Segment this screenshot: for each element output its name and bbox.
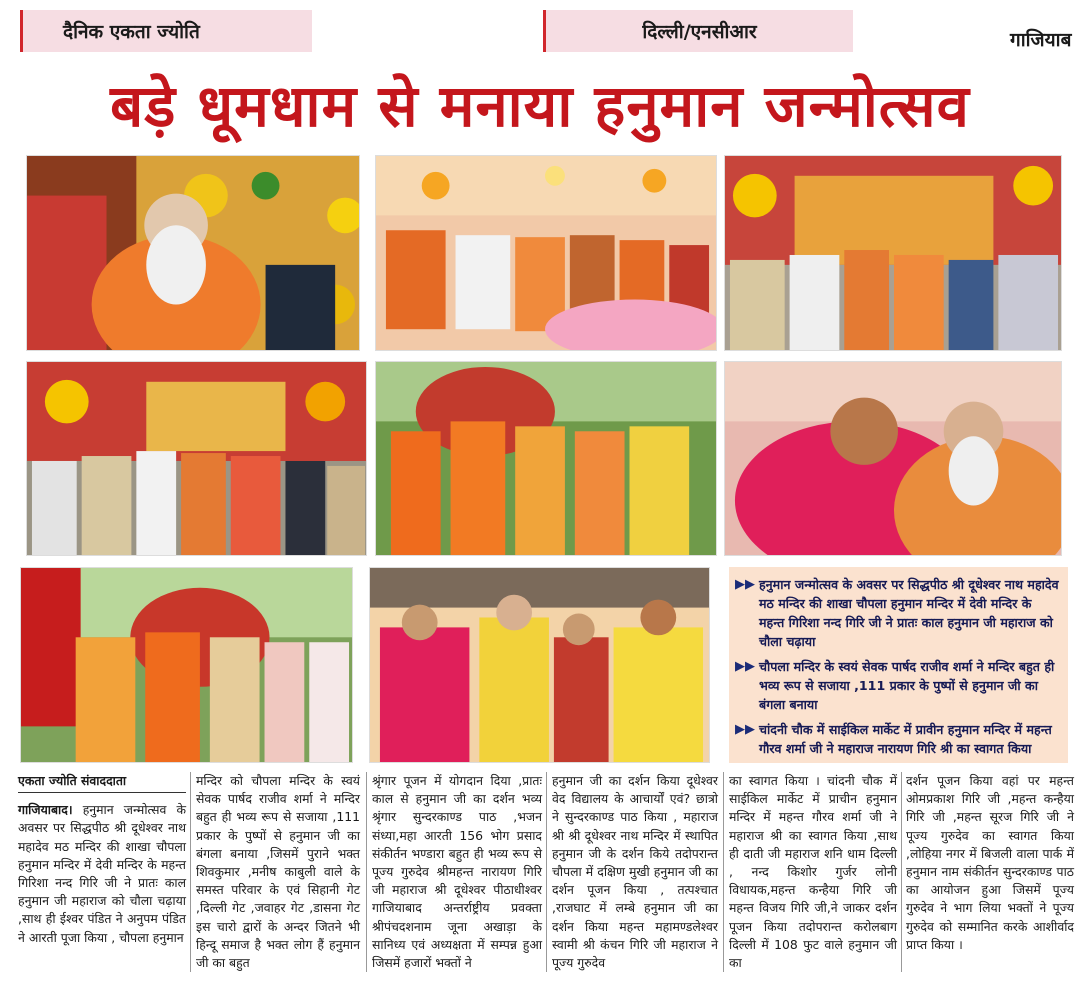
article-text-col2: मन्दिर को चौपला मन्दिर के स्वयं सेवक पार्षद राजीव शर्मा ने मन्दिर बहुत ही भव्य रूप से सजाया ,111 प्रकार के पुष्पों से हनुमान जी का बंगला बनाया ,जिसमें पुराने भक्त शिवकुमार ,मनीष काबुली वाले के समस्त परिवार के एवं सिहानी गेट ,दिल्ली गेट ,जवाहर गेट ,डासना गेट इस चारो द्वारों के अन्दर जितने भी हिन्दू समाज है भक्त लोग हैं हनुमान जी का बहुत	[196, 773, 360, 971]
highlight-text: चौपला मन्दिर के स्वयं सेवक पार्षद राजीव शर्मा ने मन्दिर बहुत ही भव्य रूप से सजाया ,111 प्रकार के पुष्पों से हनुमान जी का बंगला बनाया	[759, 659, 1055, 712]
dateline: गाजियाबाद।	[18, 802, 73, 818]
highlight-item	[735, 657, 1060, 714]
photo-devotees-welcome	[724, 155, 1062, 351]
article-column-4	[552, 772, 718, 972]
article-column-6	[906, 772, 1074, 954]
headline: बड़े धूमधाम से मनाया हनुमान जन्मोत्सव	[110, 72, 970, 140]
article-column-1	[18, 772, 186, 947]
column-divider	[190, 772, 191, 972]
column-divider	[723, 772, 724, 972]
column-divider	[901, 772, 902, 972]
highlight-text: चांदनी चौक में साईकिल मार्केट में प्रावीन हनुमान मन्दिर में महन्त गौरव शर्मा जी ने महाराज नारायण गिरि श्री का स्वागत किया	[759, 722, 1052, 756]
double-arrow-icon: ▶▶	[735, 659, 755, 674]
highlight-item	[735, 575, 1060, 651]
photo-temple-group	[26, 361, 367, 556]
highlight-item	[735, 720, 1060, 758]
article-text-col4: हनुमान जी का दर्शन किया दूधेश्वर वेद विद्यालय के आचार्यों एवं? छात्रो ने सुन्दरकाण्ड पाठ किया , महाराज श्री श्री दूधेश्वर नाथ मन्दिर में स्थापित हनुमान जी के दर्शन किये तदोपरान्त चौपला में दक्षिण मुखी हनुमान जी का दर्शन पूजन किया , तत्पश्चात ,राजघाट में लम्बे हनुमान जी का दर्शन किया महन्त महामण्डलेश्वर स्वामी श्री कंचन गिरि जी महाराज ने पूज्य गुरुदेव	[552, 773, 718, 971]
article-column-5	[729, 772, 897, 972]
article-column-2	[196, 772, 360, 972]
article-text-col6: दर्शन पूजन किया वहां पर महन्त ओमप्रकाश गिरि जी ,महन्त कन्हैया गिरि जी ,महन्त सूरज गिरि जी ने पूज्य गुरुदेव का स्वागत किया ,लोहिया नगर में बिजली वाला पार्क में हनुमान नाम संकीर्तन सुन्दरकाण्ड पाठ का आयोजन हुआ जिसमें पूज्य गुरुदेव ने भाग लिया भक्तों ने पूज्य गुरुदेव को सम्मानित करके आशीर्वाद प्राप्त किया ।	[906, 773, 1074, 952]
section-name: दिल्ली/एनसीआर	[642, 21, 757, 43]
paper-name-strip	[20, 10, 312, 52]
photo-group-near-statue	[20, 567, 353, 763]
article-text	[18, 801, 186, 947]
photo-stage-gathering	[375, 155, 717, 351]
double-arrow-icon: ▶▶	[735, 722, 755, 737]
article-text-col3: श्रृंगार पूजन में योगदान दिया ,प्रातः काल से हनुमान जी का दर्शन भव्य श्रृंगार सुन्दरकाण्ड पाठ ,भजन संध्या,महा आरती 156 भोग प्रसाद संकीर्तन भण्डारा बहुत ही भव्य रूप से पूज्य गुरुदेव श्रीमहन्त नारायण गिरि जी महाराज श्री दूधेश्वर पीठाधीश्वर गाजियाबाद अन्तर्राष्ट्रीय प्रवक्ता श्रीपंचदशनाम जूना अखाड़ा के सानिध्य एवं अध्यक्षता में सम्पन्न हुआ जिसमें हजारों भक्तों ने	[372, 773, 542, 971]
byline: एकता ज्योति संवाददाता	[18, 772, 186, 793]
double-arrow-icon: ▶▶	[735, 577, 755, 592]
article-text-col1: हनुमान जन्मोत्सव के अवसर पर सिद्धपीठ श्री दूधेश्वर नाथ महादेव मठ मन्दिर की शाखा चौपला हनुमान मन्दिर में देवी मन्दिर के महन्त गिरिशा नन्द गिरि जी ने प्रातः काल हनुमान जी महाराज को चौला चढ़ाया ,साथ ही ईश्वर पंडित ने अनुपम पंडित ने आरती पूजा किया , चौपला हनुमान	[18, 802, 186, 945]
city-strip	[1010, 18, 1071, 60]
photo-felicitation	[369, 567, 710, 763]
article-column-3	[372, 772, 542, 972]
highlight-text: हनुमान जन्मोत्सव के अवसर पर सिद्धपीठ श्री दूधेश्वर नाथ महादेव मठ मन्दिर की शाखा चौपला हनुमान मन्दिर में देवी मन्दिर के महन्त गिरिशा नन्द गिरि जी ने प्रातः काल हनुमान जी महाराज को चौला चढ़ाया	[759, 577, 1059, 649]
photo-two-saints-closeup	[724, 361, 1062, 556]
column-divider	[546, 772, 547, 972]
highlights-box	[729, 567, 1068, 763]
city-name: गाजियाब	[1010, 29, 1072, 51]
photo-saints-standing	[375, 361, 717, 556]
section-strip	[543, 10, 853, 52]
paper-name: दैनिक एकता ज्योति	[63, 21, 200, 43]
column-divider	[366, 772, 367, 972]
photo-saint-at-altar	[26, 155, 360, 351]
article-text-col5: का स्वागत किया । चांदनी चौक में साईकिल मार्केट में प्राचीन हनुमान मन्दिर में महन्त गौरव शर्मा जी ने महाराज श्री का स्वागत किया ,साथ ही दाती जी महाराज शनि धाम दिल्ली , नन्द किशोर गुर्जर लोनी विधायक,महन्त कन्हैया गिरि जी महन्त विजय गिरि जी,ने जाकर दर्शन पूजन किया तदोपरान्त करोलबाग दिल्ली में 108 फुट वाले हनुमान जी का	[729, 773, 897, 971]
